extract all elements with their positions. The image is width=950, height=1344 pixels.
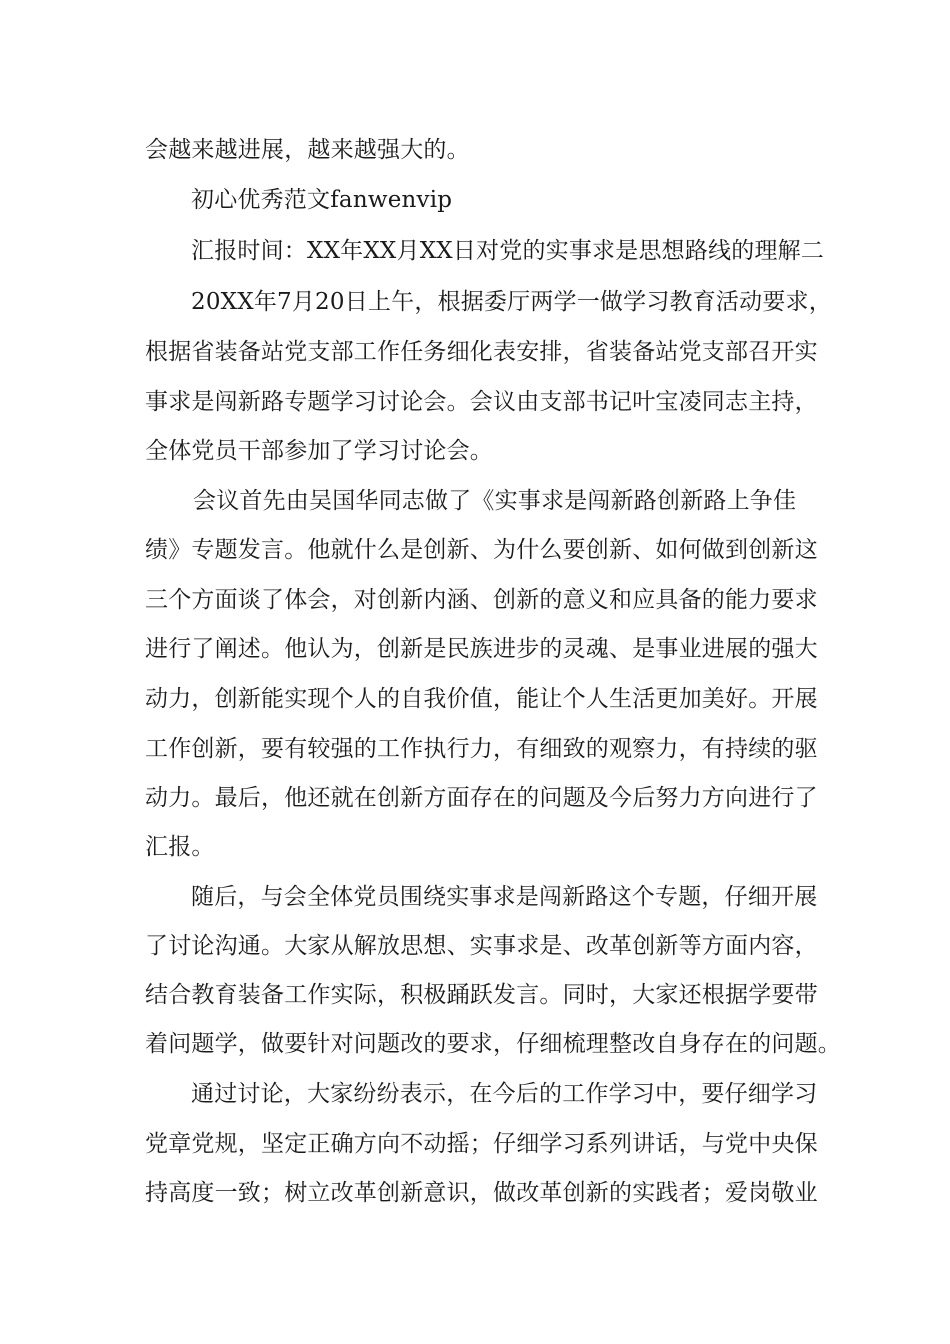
text-line: 通过讨论，大家纷纷表示，在今后的工作学习中，要仔细学习 [191, 1081, 818, 1107]
text-line: 结合教育装备工作实际，积极踊跃发言。同时，大家还根据学要带 [145, 982, 818, 1008]
text-line: 20XX年7月20日上午，根据委厅两学一做学习教育活动要求， [191, 289, 832, 315]
text-line: 党章党规，坚定正确方向不动摇；仔细学习系列讲话，与党中央保 [145, 1131, 818, 1157]
text-line: 会越来越进展，越来越强大的。 [145, 137, 470, 163]
text-line: 汇报。 [145, 834, 215, 860]
text-line: 初心优秀范文fanwenvip [191, 187, 453, 213]
text-line: 了讨论沟通。大家从解放思想、实事求是、改革创新等方面内容， [145, 933, 818, 959]
text-line: 动力，创新能实现个人的自我价值，能让个人生活更加美好。开展 [145, 686, 818, 712]
text-line: 动力。最后，他还就在创新方面存在的问题及今后努力方向进行了 [145, 785, 818, 811]
text-line: 随后，与会全体党员围绕实事求是闯新路这个专题，仔细开展 [191, 884, 818, 910]
text-line: 根据省装备站党支部工作任务细化表安排，省装备站党支部召开实 [145, 339, 818, 365]
text-line: 事求是闯新路专题学习讨论会。会议由支部书记叶宝凌同志主持， [145, 389, 818, 415]
text-line: 汇报时间：XX年XX月XX日对党的实事求是思想路线的理解二 [191, 238, 825, 264]
text-line: 持高度一致；树立改革创新意识，做改革创新的实践者；爱岗敬业 [145, 1180, 818, 1206]
text-line: 进行了阐述。他认为，创新是民族进步的灵魂、是事业进展的强大 [145, 636, 818, 662]
text-line: 着问题学，做要针对问题改的要求，仔细梳理整改自身存在的问题。 [145, 1031, 841, 1057]
text-line: 全体党员干部参加了学习讨论会。 [145, 438, 493, 464]
text-line: 会议首先由吴国华同志做了《实事求是闯新路创新路上争佳 [193, 488, 797, 514]
text-line: 三个方面谈了体会，对创新内涵、创新的意义和应具备的能力要求 [145, 587, 818, 613]
text-line: 绩》专题发言。他就什么是创新、为什么要创新、如何做到创新这 [145, 537, 818, 563]
text-line: 工作创新，要有较强的工作执行力，有细致的观察力，有持续的驱 [145, 736, 818, 762]
